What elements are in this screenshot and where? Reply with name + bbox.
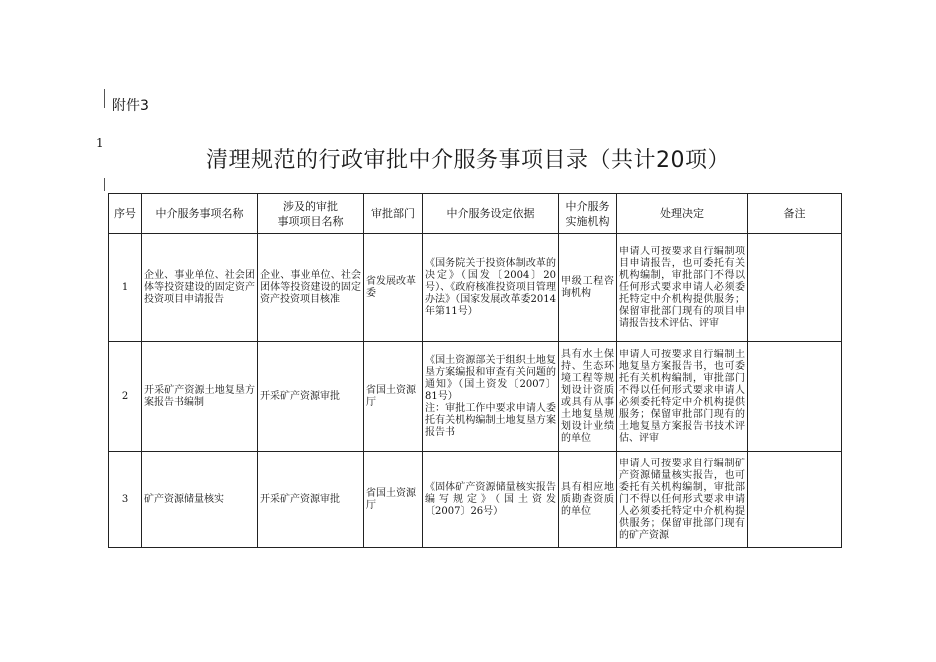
cell-institution: 具有相应地质勘查资质的单位	[559, 452, 617, 548]
header-institution: 中介服务 实施机构	[559, 194, 617, 234]
cell-service-name: 企业、事业单位、社会团体等投资建设的固定资产投资项目申请报告	[142, 234, 258, 342]
margin-mark-bottom	[104, 178, 105, 191]
cell-decision-text: 申请人可按要求自行编制项目申请报告，也可委托有关机构编制，审批部门不得以任何形式要求申请人必须委托特定中介机构提供服务；保留审批部门现有的项目申请报告技术评估、评审	[619, 245, 745, 329]
page-number: 1	[96, 136, 104, 150]
cell-remark	[748, 452, 842, 548]
cell-remark	[748, 234, 842, 342]
table-row	[109, 452, 842, 548]
cell-no: 1	[109, 234, 142, 342]
cell-decision	[617, 342, 748, 452]
cell-approval-item: 开采矿产资源审批	[258, 452, 364, 548]
table-row	[109, 234, 842, 342]
cell-decision	[617, 234, 748, 342]
cell-no: 2	[109, 342, 142, 452]
header-service-name: 中介服务事项名称	[142, 194, 258, 234]
cell-decision-text: 申请人可按要求自行编制矿产资源储量核实报告，也可委托有关机构编制，审批部门不得以任何形式要求申请人必须委托特定中介机构提供服务；保留审批部门现有的矿产资源	[619, 457, 745, 541]
header-basis: 中介服务设定依据	[423, 194, 559, 234]
margin-mark-top	[104, 89, 105, 108]
cell-approval-item: 开采矿产资源审批	[258, 342, 364, 452]
cell-basis: 《国务院关于投资体制改革的决定》（国发〔2004〕20号）、《政府核准投资项目管理办法》（国家发展改革委2014年第11号）	[423, 234, 559, 342]
cell-decision-text: 申请人可按要求自行编制土地复垦方案报告书，也可委托有关机构编制，审批部门不得以任何形式要求申请人必须委托特定中介机构提供服务；保留审批部门现有的土地复垦方案报告书技术评估、评审	[619, 348, 745, 444]
cell-decision	[617, 452, 748, 548]
cell-department: 省国土资源厅	[364, 342, 423, 452]
cell-no: 3	[109, 452, 142, 548]
attachment-label: 附件3	[112, 98, 149, 114]
cell-basis: 《国土资源部关于组织土地复垦方案编报和审查有关问题的通知》（国土资发〔2007〕81号） 注：审批工作中要求申请人委托有关机构编制土地复垦方案报告书	[423, 342, 559, 452]
cell-basis: 《固体矿产资源储量核实报告编写规定》（国土资发〔2007〕26号）	[423, 452, 559, 548]
page-title: 清理规范的行政审批中介服务事项目录（共计20项）	[206, 148, 730, 173]
cell-service-name: 开采矿产资源土地复垦方案报告书编制	[142, 342, 258, 452]
header-department: 审批部门	[364, 194, 423, 234]
cell-institution: 具有水土保持、生态环境工程等规划设计资质或具有从事土地复垦规划设计业绩的单位	[559, 342, 617, 452]
catalog-table	[108, 193, 842, 548]
header-decision: 处理决定	[617, 194, 748, 234]
cell-approval-item: 企业、事业单位、社会团体等投资建设的固定资产投资项目核准	[258, 234, 364, 342]
header-no: 序号	[109, 194, 142, 234]
header-approval-item: 涉及的审批 事项项目名称	[258, 194, 364, 234]
cell-department: 省国土资源厅	[364, 452, 423, 548]
header-remark: 备注	[748, 194, 842, 234]
table-row	[109, 342, 842, 452]
cell-service-name: 矿产资源储量核实	[142, 452, 258, 548]
cell-department: 省发展改革委	[364, 234, 423, 342]
table-header-row	[109, 194, 842, 234]
cell-remark	[748, 342, 842, 452]
cell-institution: 甲级工程咨询机构	[559, 234, 617, 342]
